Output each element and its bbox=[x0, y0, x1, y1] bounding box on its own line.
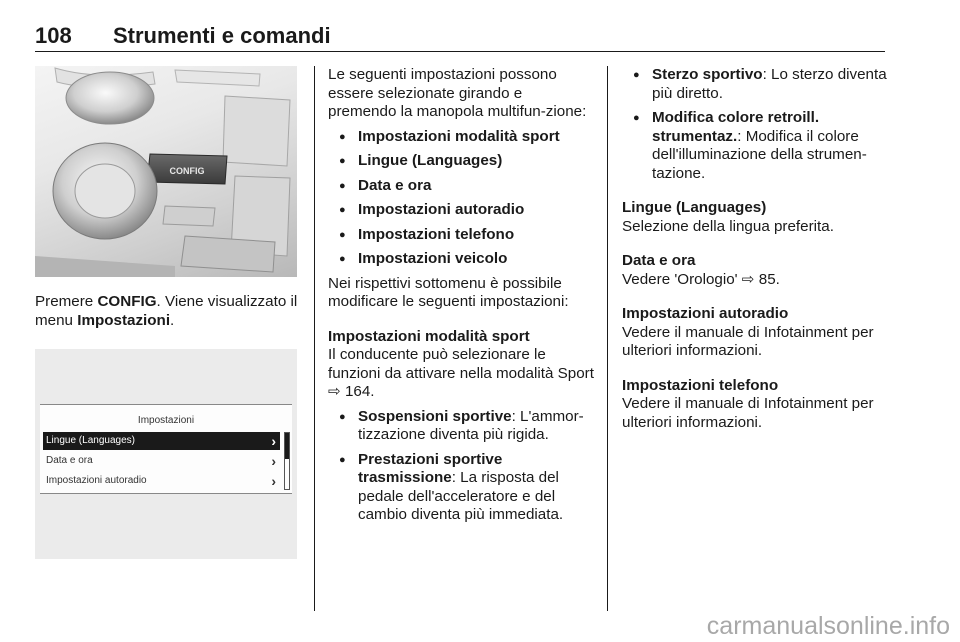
settings-list bbox=[328, 128, 594, 269]
page-ref-number: 164. bbox=[344, 383, 375, 400]
page-ref-arrow-icon: ⇨ bbox=[328, 383, 341, 400]
section-heading: Impostazioni telefono bbox=[622, 376, 779, 394]
page-title: Strumenti e comandi bbox=[113, 23, 331, 48]
screen-menu-item-selected bbox=[43, 432, 280, 450]
intro-text: Premere bbox=[35, 293, 98, 310]
column-divider-2 bbox=[607, 66, 608, 611]
list-item: ● Impostazioni modalità sport bbox=[328, 128, 594, 147]
config-term: CONFIG bbox=[97, 293, 157, 310]
option-desc: : La risposta del pedale dell'acceleratore e del cambio diventa più immediata. bbox=[358, 469, 564, 523]
screen-menu-item bbox=[43, 472, 280, 490]
screen-menu-item-label: Impostazioni autoradio bbox=[46, 475, 147, 486]
section-text-body: Vedere 'Orologio' bbox=[622, 270, 738, 288]
list-item: ● Impostazioni telefono bbox=[328, 226, 594, 245]
list-item bbox=[328, 451, 594, 525]
column-1 bbox=[35, 66, 300, 559]
intro-text-end: . bbox=[170, 311, 175, 329]
config-button-label: CONFIG bbox=[169, 166, 205, 176]
sport-heading: Impostazioni modalità sport bbox=[328, 327, 530, 345]
page-ref-number: 85. bbox=[758, 270, 780, 288]
section-text: Vedere il manuale di Infotainment per ulteriori informazioni. bbox=[622, 395, 874, 431]
screen-scrollbar-thumb bbox=[285, 433, 289, 459]
column-3 bbox=[622, 66, 888, 432]
option-term: Sospensioni sportive bbox=[358, 407, 512, 425]
submenu-paragraph: Nei rispettivi sottomenu è possibile modificare le seguenti impostazioni: bbox=[328, 274, 569, 310]
column-divider-1 bbox=[314, 66, 315, 611]
list-item bbox=[328, 408, 594, 445]
section-text: Vedere il manuale di Infotainment per ulteriori informazioni. bbox=[622, 323, 874, 359]
option-desc: : Lo sterzo diventa più diretto. bbox=[652, 66, 887, 102]
page-header bbox=[35, 23, 885, 53]
column-2 bbox=[328, 66, 594, 525]
section-heading: Data e ora bbox=[622, 252, 696, 269]
sport-options-list bbox=[328, 408, 594, 525]
page-ref-arrow-icon: ⇨ bbox=[741, 270, 755, 288]
option-desc: : L'ammor-tizzazione diventa più rigida. bbox=[358, 407, 584, 443]
section-text bbox=[622, 271, 888, 290]
watermark: carmanualsonline.info bbox=[706, 612, 950, 640]
chevron-right-icon: › bbox=[271, 433, 276, 449]
page-number: 108 bbox=[35, 23, 72, 48]
console-illustration bbox=[35, 66, 297, 277]
section-heading: Impostazioni autoradio bbox=[622, 305, 789, 322]
option-term: Sterzo sportivo bbox=[652, 66, 763, 83]
list-item bbox=[622, 66, 888, 103]
console-photo bbox=[35, 66, 297, 277]
screen-menu-item-label: Data e ora bbox=[46, 455, 93, 466]
sport-paragraph bbox=[328, 346, 594, 402]
intro-paragraph bbox=[35, 293, 300, 330]
display-illustration bbox=[35, 349, 297, 559]
sport-options-list-cont bbox=[622, 66, 888, 183]
option-term: Prestazioni sportive trasmissione bbox=[358, 450, 503, 486]
header-rule bbox=[35, 51, 885, 52]
intro-text-mid: . Viene visualizzato il menu bbox=[35, 293, 298, 329]
chevron-right-icon: › bbox=[271, 473, 276, 489]
section-text: Selezione della lingua preferita. bbox=[622, 217, 834, 235]
section-heading: Lingue (Languages) bbox=[622, 199, 767, 216]
list-item: ● Impostazioni autoradio bbox=[328, 201, 594, 220]
chevron-right-icon: › bbox=[271, 453, 276, 469]
list-item: ● Lingue (Languages) bbox=[328, 152, 594, 171]
impostazioni-term: Impostazioni bbox=[77, 311, 171, 329]
screen-title: Impostazioni bbox=[137, 415, 195, 426]
screen-scrollbar bbox=[284, 432, 290, 490]
option-desc: : Modifica il colore dell'illuminazione della strumen-tazione. bbox=[652, 127, 867, 182]
screen-menu-item bbox=[43, 452, 280, 470]
screen-menu-item-label: Lingue (Languages) bbox=[46, 435, 135, 446]
list-item: ● Impostazioni veicolo bbox=[328, 250, 594, 269]
option-term: Modifica colore retroill. strumentaz. bbox=[652, 109, 820, 145]
sport-text: Il conducente può selezionare le funzioni da attivare nella modalità Sport bbox=[328, 346, 594, 382]
col2-intro: Le seguenti impostazioni possono essere selezionate girando e premendo la manopola multifun-zione: bbox=[328, 66, 587, 120]
list-item bbox=[622, 109, 888, 183]
list-item: ● Data e ora bbox=[328, 177, 594, 196]
settings-screen bbox=[40, 404, 292, 494]
